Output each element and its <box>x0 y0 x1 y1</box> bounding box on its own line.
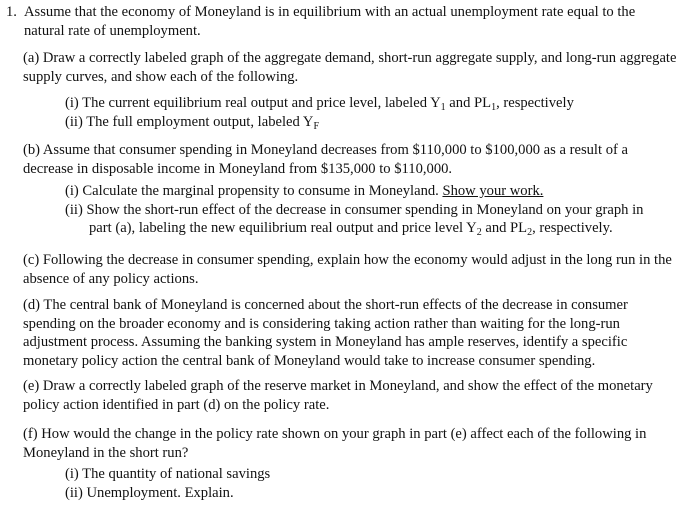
question-intro-line-1 <box>6 3 678 22</box>
subscript-y2: 2 <box>476 227 482 238</box>
part-a-item-i-text: (i) The current equilibrium real output and price level, labeled Y <box>65 95 441 111</box>
part-b-items <box>65 182 677 238</box>
show-your-work-underlined: Show your work. <box>442 183 544 199</box>
question-intro-line-2: natural rate of unemployment. <box>24 22 201 39</box>
part-f-item-ii: (ii) Unemployment. Explain. <box>65 484 234 501</box>
part-f-items <box>65 465 677 502</box>
part-b-item-ii-suffix: , respectively. <box>532 220 613 236</box>
part-a-line-2: supply curves, and show each of the following. <box>23 68 299 85</box>
part-a-item-i <box>65 94 677 113</box>
part-c-line-2: absence of any policy actions. <box>23 270 199 287</box>
part-d <box>23 296 679 370</box>
part-b-item-ii-line-2-text: part (a), labeling the new equilibrium real output and price level Y <box>89 220 477 236</box>
part-f-line-1: (f) How would the change in the policy rate shown on your graph in part (e) affect each of the following in <box>23 426 647 442</box>
part-e <box>23 377 679 414</box>
part-d-line-3: adjustment process. Assuming the banking system in Moneyland has ample reserves, identify a specific <box>23 334 628 350</box>
part-a-item-ii <box>65 113 677 132</box>
part-b-item-ii-line-1: (ii) Show the short-run effect of the decrease in consumer spending in Moneyland on your graph in <box>65 201 644 218</box>
part-a <box>23 49 679 86</box>
part-b-item-ii-line-2 <box>65 219 677 238</box>
question-intro <box>6 3 678 40</box>
part-b-item-i <box>65 182 677 201</box>
part-e-line-1: (e) Draw a correctly labeled graph of the reserve market in Moneyland, and show the effect of the monetary <box>23 378 653 394</box>
part-b-item-i-text: (i) Calculate the marginal propensity to consume in Moneyland. <box>65 183 443 199</box>
part-b-line-1: (b) Assume that consumer spending in Moneyland decreases from $110,000 to $100,000 as a result of a <box>23 142 628 158</box>
part-d-line-2: spending on the broader economy and is considering taking action rather than waiting for the long-run <box>23 315 620 332</box>
part-d-line-1: (d) The central bank of Moneyland is concerned about the short-run effects of the decrease in consumer <box>23 297 628 313</box>
part-e-line-2: policy action identified in part (d) on the policy rate. <box>23 396 330 413</box>
subscript-yf: F <box>313 120 320 132</box>
part-b <box>23 141 679 178</box>
part-c-line-1: (c) Following the decrease in consumer spending, explain how the economy would adjust in the long run in the <box>23 252 672 268</box>
subscript-y1: 1 <box>440 102 446 113</box>
part-b-item-ii-mid: and PL <box>481 220 528 236</box>
question-number: 1. <box>6 4 17 20</box>
subscript-pl2: 2 <box>527 227 533 238</box>
part-f-line-2: Moneyland in the short run? <box>23 444 189 461</box>
part-a-item-i-mid: and PL <box>445 95 492 111</box>
part-a-line-1: (a) Draw a correctly labeled graph of the aggregate demand, short-run aggregate supply, and long-run aggregate <box>23 50 677 66</box>
part-c <box>23 251 679 288</box>
part-f <box>23 425 679 462</box>
part-a-item-i-suffix: , respectively <box>496 95 574 111</box>
part-b-line-2: decrease in disposable income in Moneyland from $135,000 to $110,000. <box>23 160 453 177</box>
part-f-item-i: (i) The quantity of national savings <box>65 466 271 482</box>
part-d-line-4: monetary policy action the central bank of Moneyland would take to increase consumer spending. <box>23 352 596 369</box>
subscript-pl1: 1 <box>491 102 497 113</box>
question-intro-text-1: Assume that the economy of Moneyland is in equilibrium with an actual unemployment rate equal to the <box>24 4 636 20</box>
part-a-item-ii-text: (ii) The full employment output, labeled Y <box>65 113 314 130</box>
part-a-items <box>65 94 677 131</box>
